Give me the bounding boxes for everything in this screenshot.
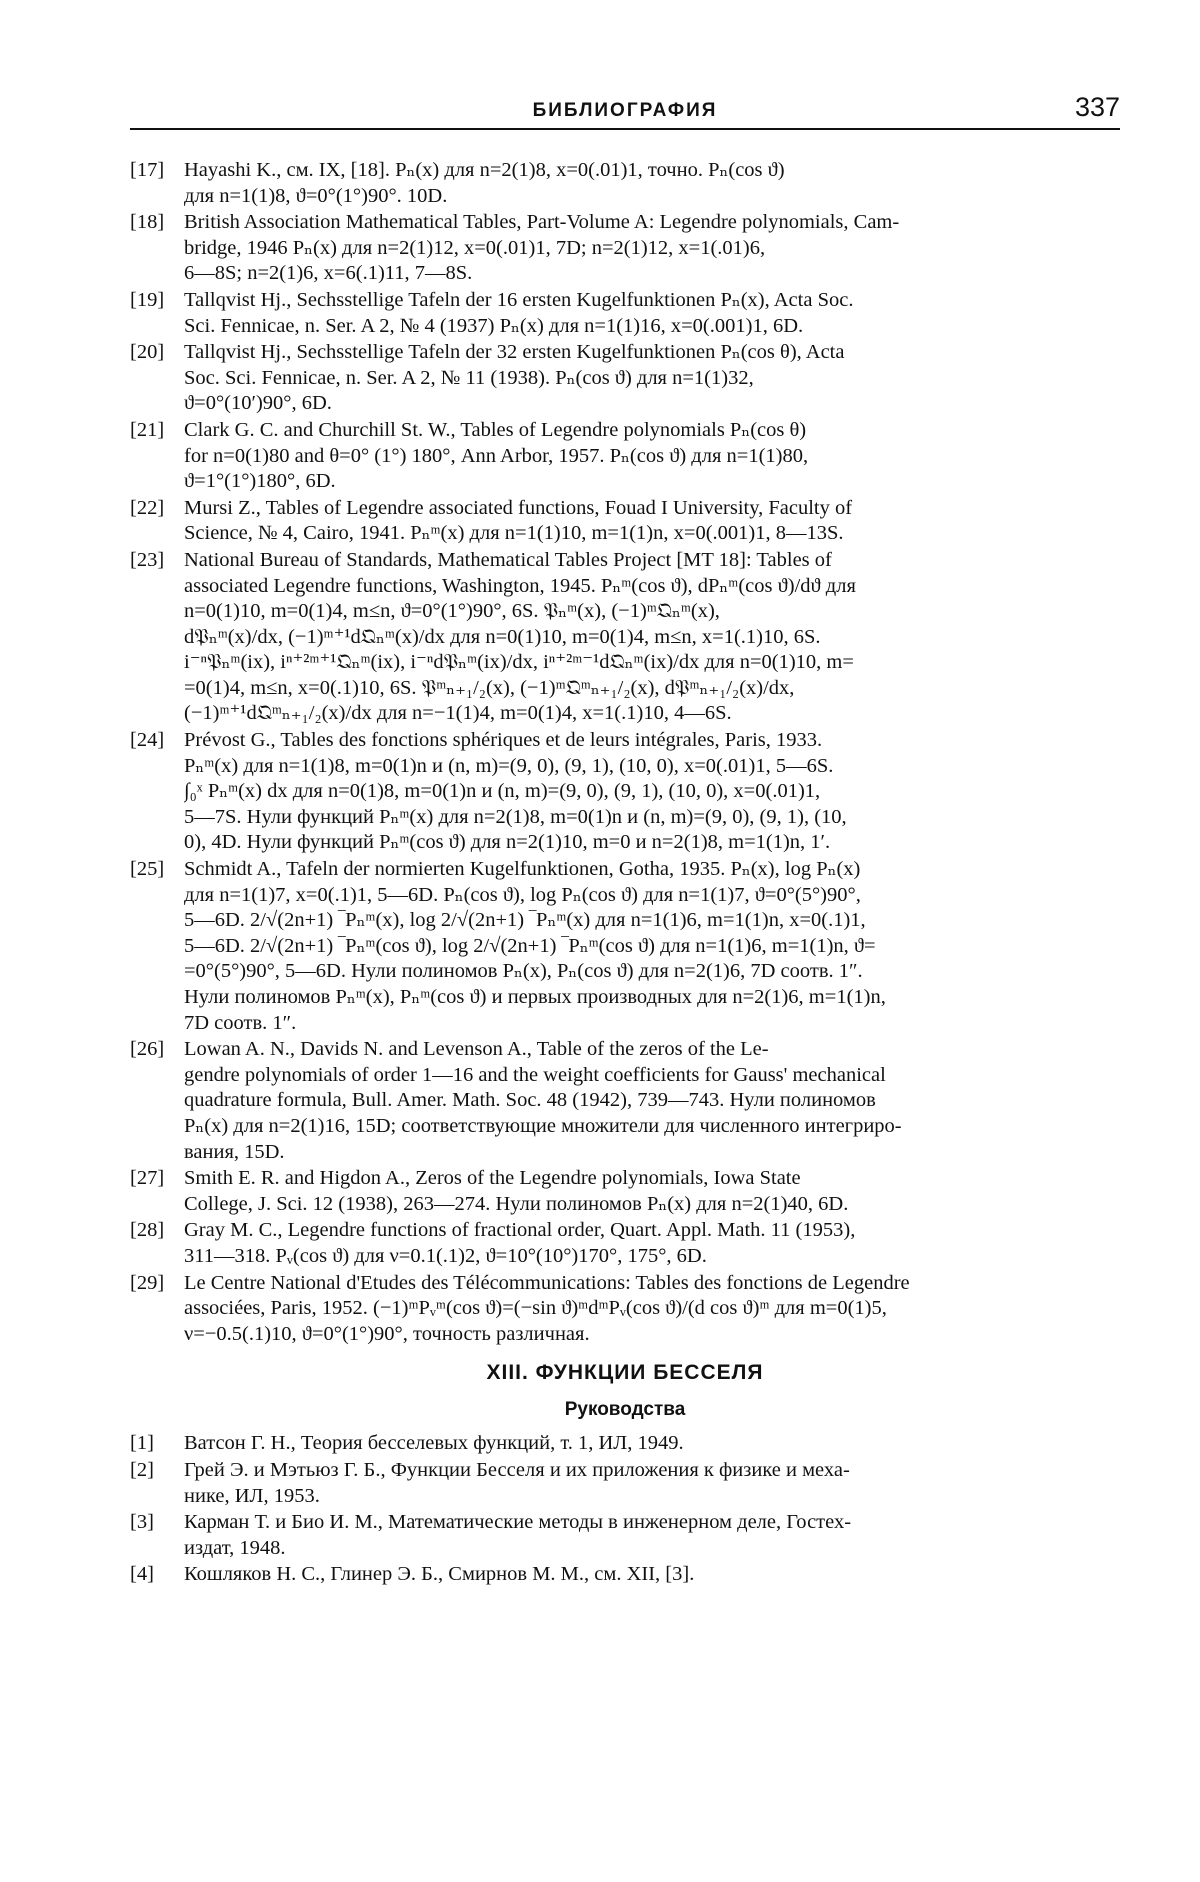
reference-entry: [130, 1431, 1120, 1457]
reference-number: [4]: [130, 1563, 154, 1586]
reference-entry: [130, 340, 1120, 417]
reference-line: (−1)ᵐ⁺¹d𝔔ᵐₙ₊₁/₂(x)/dx для n=−1(1)4, m=0(1)4, x=1(.1)10, 4—6S.: [184, 702, 732, 725]
legendre-references: [130, 158, 1120, 1347]
reference-number: [1]: [130, 1432, 154, 1455]
reference-line: Карман Т. и Био И. М., Математические методы в инженерном деле, Гостех-: [184, 1511, 852, 1534]
reference-line: 5—6D. 2/√(2n+1) ‾Pₙᵐ(cos ϑ), log 2/√(2n+1) ‾Pₙᵐ(cos ϑ) для n=1(1)6, m=1(1)n, ϑ=: [184, 934, 876, 957]
subsection-title: Руководства: [564, 1399, 686, 1421]
reference-line: 5—6D. 2/√(2n+1) ‾Pₙᵐ(x), log 2/√(2n+1) ‾Pₙᵐ(x) для n=1(1)6, m=1(1)n, x=0(.1)1,: [184, 909, 866, 932]
reference-number: [28]: [130, 1219, 165, 1242]
section-title: XIII. ФУНКЦИИ БЕССЕЛЯ: [486, 1361, 764, 1385]
reference-line: Lowan A. N., Davids N. and Levenson A., Table of the zeros of the Le-: [184, 1038, 769, 1061]
reference-number: [19]: [130, 288, 165, 311]
reference-line: National Bureau of Standards, Mathematical Tables Project [MT 18]: Tables of: [184, 548, 832, 571]
reference-number: [26]: [130, 1038, 165, 1061]
page-header: [130, 92, 1120, 130]
reference-line: Science, № 4, Cairo, 1941. Pₙᵐ(x) для n=1(1)10, m=1(1)n, x=0(.001)1, 8—13S.: [184, 522, 844, 545]
reference-line: Грей Э. и Мэтьюз Г. Б., Функции Бесселя и их приложения к физике и меха-: [184, 1458, 850, 1481]
reference-number: [25]: [130, 858, 165, 881]
reference-number: [24]: [130, 729, 165, 752]
reference-line: Soc. Sci. Fennicae, n. Ser. A 2, № 11 (1938). Pₙ(cos ϑ) для n=1(1)32,: [184, 366, 754, 389]
reference-line: 6—8S; n=2(1)6, x=6(.1)11, 7—8S.: [184, 262, 473, 285]
reference-line: i⁻ⁿ𝔓ₙᵐ(ix), iⁿ⁺²ᵐ⁺¹𝔔ₙᵐ(ix), i⁻ⁿd𝔓ₙᵐ(ix)/dx, iⁿ⁺²ᵐ⁻¹d𝔔ₙᵐ(ix)/dx для n=0(1)10, m=: [184, 651, 854, 674]
reference-number: [27]: [130, 1167, 165, 1190]
reference-line: Smith E. R. and Higdon A., Zeros of the Legendre polynomials, Iowa State: [184, 1167, 801, 1190]
reference-line: associated Legendre functions, Washington, 1945. Pₙᵐ(cos ϑ), dPₙᵐ(cos ϑ)/dϑ для: [184, 574, 856, 597]
reference-line: Mursi Z., Tables of Legendre associated functions, Fouad I University, Faculty of: [184, 496, 853, 519]
reference-entry: [130, 496, 1120, 547]
reference-line: bridge, 1946 Pₙ(x) для n=2(1)12, x=0(.01)1, 7D; n=2(1)12, x=1(.01)6,: [184, 236, 766, 259]
reference-number: [18]: [130, 211, 165, 234]
reference-line: для n=1(1)7, x=0(.1)1, 5—6D. Pₙ(cos ϑ), log Pₙ(cos ϑ) для n=1(1)7, ϑ=0°(5°)90°,: [184, 883, 861, 906]
bessel-references: [130, 1431, 1120, 1588]
reference-line: Le Centre National d'Etudes des Télécommunications: Tables des fonctions de Legendre: [184, 1271, 910, 1294]
reference-number: [23]: [130, 548, 165, 571]
reference-entry: [130, 857, 1120, 1036]
reference-line: =0(1)4, m≤n, x=0(.1)10, 6S. 𝔓ᵐₙ₊₁/₂(x), (−1)ᵐ𝔔ᵐₙ₊₁/₂(x), d𝔓ᵐₙ₊₁/₂(x)/dx,: [184, 676, 795, 699]
reference-number: [17]: [130, 159, 165, 181]
reference-line: associées, Paris, 1952. (−1)ᵐPᵥᵐ(cos ϑ)=(−sin ϑ)ᵐdᵐPᵥ(cos ϑ)/(d cos ϑ)ᵐ для m=0(1)5,: [184, 1297, 887, 1320]
reference-line: Clark G. C. and Churchill St. W., Tables of Legendre polynomials Pₙ(cos θ): [184, 418, 807, 441]
reference-line: n=0(1)10, m=0(1)4, m≤n, ϑ=0°(1°)90°, 6S. 𝔓ₙᵐ(x), (−1)ᵐ𝔔ₙᵐ(x),: [184, 600, 720, 623]
reference-line: 5—7S. Нули функций Pₙᵐ(x) для n=2(1)8, m=0(1)n и (n, m)=(9, 0), (9, 1), (10,: [184, 805, 847, 828]
reference-line: 7D соотв. 1″.: [184, 1011, 297, 1034]
reference-line: издат, 1948.: [184, 1536, 286, 1559]
reference-line: Gray M. C., Legendre functions of fractional order, Quart. Appl. Math. 11 (1953),: [184, 1219, 856, 1242]
reference-line: gendre polynomials of order 1—16 and the weight coefficients for Gauss' mechanical: [184, 1063, 886, 1086]
reference-entry: [130, 1510, 1120, 1561]
reference-line: ϑ=0°(10′)90°, 6D.: [184, 392, 332, 415]
reference-line: 311—318. Pᵥ(cos ϑ) для ν=0.1(.1)2, ϑ=10°(10°)170°, 175°, 6D.: [184, 1244, 707, 1267]
reference-entry: [130, 1037, 1120, 1165]
reference-entry: [130, 210, 1120, 287]
reference-line: d𝔓ₙᵐ(x)/dx, (−1)ᵐ⁺¹d𝔔ₙᵐ(x)/dx для n=0(1)10, m=0(1)4, m≤n, x=1(.1)10, 6S.: [184, 625, 821, 648]
reference-number: [21]: [130, 418, 165, 441]
reference-line: Нули полиномов Pₙᵐ(x), Pₙᵐ(cos ϑ) и первых производных для n=2(1)6, m=1(1)n,: [184, 986, 886, 1008]
reference-line: College, J. Sci. 12 (1938), 263—274. Нули полиномов Pₙ(x) для n=2(1)40, 6D.: [184, 1192, 849, 1215]
page-number: 337: [1074, 92, 1120, 122]
reference-line: ν=−0.5(.1)10, ϑ=0°(1°)90°, точность различная.: [184, 1322, 590, 1345]
reference-line: for n=0(1)80 and θ=0° (1°) 180°, Ann Arbor, 1957. Pₙ(cos ϑ) для n=1(1)80,: [184, 444, 809, 467]
reference-line: Ватсон Г. Н., Теория бесселевых функций, т. 1, ИЛ, 1949.: [184, 1432, 684, 1455]
reference-line: quadrature formula, Bull. Amer. Math. Soc. 48 (1942), 739—743. Нули полиномов: [184, 1089, 876, 1112]
reference-line: ϑ=1°(1°)180°, 6D.: [184, 470, 336, 493]
reference-entry: [130, 728, 1120, 856]
reference-entry: [130, 1458, 1120, 1509]
reference-number: [22]: [130, 496, 165, 519]
reference-line: 0), 4D. Нули функций Pₙᵐ(cos ϑ) для n=2(1)10, m=0 и n=2(1)8, m=1(1)n, 1′.: [184, 831, 831, 854]
bibliography-body: [130, 158, 1120, 1589]
reference-line: Кошляков Н. С., Глинер Э. Б., Смирнов М. М., см. XII, [3].: [184, 1563, 695, 1586]
reference-number: [3]: [130, 1511, 154, 1534]
reference-line: British Association Mathematical Tables, Part-Volume A: Legendre polynomials, Cam-: [184, 211, 900, 234]
reference-line: Hayashi K., см. IX, [18]. Pₙ(x) для n=2(1)8, x=0(.01)1, точно. Pₙ(cos ϑ): [184, 159, 785, 181]
reference-line: Tallqvist Hj., Sechsstellige Tafeln der 16 ersten Kugelfunktionen Pₙ(x), Acta Soc.: [184, 288, 854, 311]
reference-line: Pₙᵐ(x) для n=1(1)8, m=0(1)n и (n, m)=(9, 0), (9, 1), (10, 0), x=0(.01)1, 5—6S.: [184, 754, 834, 777]
reference-line: Pₙ(x) для n=2(1)16, 15D; соответствующие множители для численного интегриро-: [184, 1114, 902, 1137]
reference-entry: [130, 1218, 1120, 1269]
running-title: БИБЛИОГРАФИЯ: [532, 100, 718, 121]
reference-line: Sci. Fennicae, n. Ser. A 2, № 4 (1937) Pₙ(x) для n=1(1)16, x=0(.001)1, 6D.: [184, 314, 804, 337]
reference-number: [20]: [130, 341, 165, 364]
reference-number: [2]: [130, 1458, 154, 1481]
reference-entry: [130, 548, 1120, 727]
reference-line: нике, ИЛ, 1953.: [184, 1484, 320, 1507]
reference-entry: [130, 158, 1120, 209]
reference-entry: [130, 1271, 1120, 1348]
reference-line: Prévost G., Tables des fonctions sphériques et de leurs intégrales, Paris, 1933.: [184, 729, 823, 752]
reference-entry: [130, 1562, 1120, 1588]
reference-line: вания, 15D.: [184, 1140, 285, 1163]
reference-line: Schmidt A., Tafeln der normierten Kugelfunktionen, Gotha, 1935. Pₙ(x), log Pₙ(x): [184, 858, 861, 881]
reference-line: =0°(5°)90°, 5—6D. Нули полиномов Pₙ(x), Pₙ(cos ϑ) для n=2(1)6, 7D соотв. 1″.: [184, 960, 863, 983]
reference-entry: [130, 1166, 1120, 1217]
reference-entry: [130, 418, 1120, 495]
reference-number: [29]: [130, 1271, 165, 1294]
reference-entry: [130, 288, 1120, 339]
reference-line: ∫₀ˣ Pₙᵐ(x) dx для n=0(1)8, m=0(1)n и (n, m)=(9, 0), (9, 1), (10, 0), x=0(.01)1,: [184, 780, 821, 803]
reference-line: для n=1(1)8, ϑ=0°(1°)90°. 10D.: [184, 184, 448, 207]
reference-line: Tallqvist Hj., Sechsstellige Tafeln der 32 ersten Kugelfunktionen Pₙ(cos θ), Acta: [184, 341, 845, 364]
